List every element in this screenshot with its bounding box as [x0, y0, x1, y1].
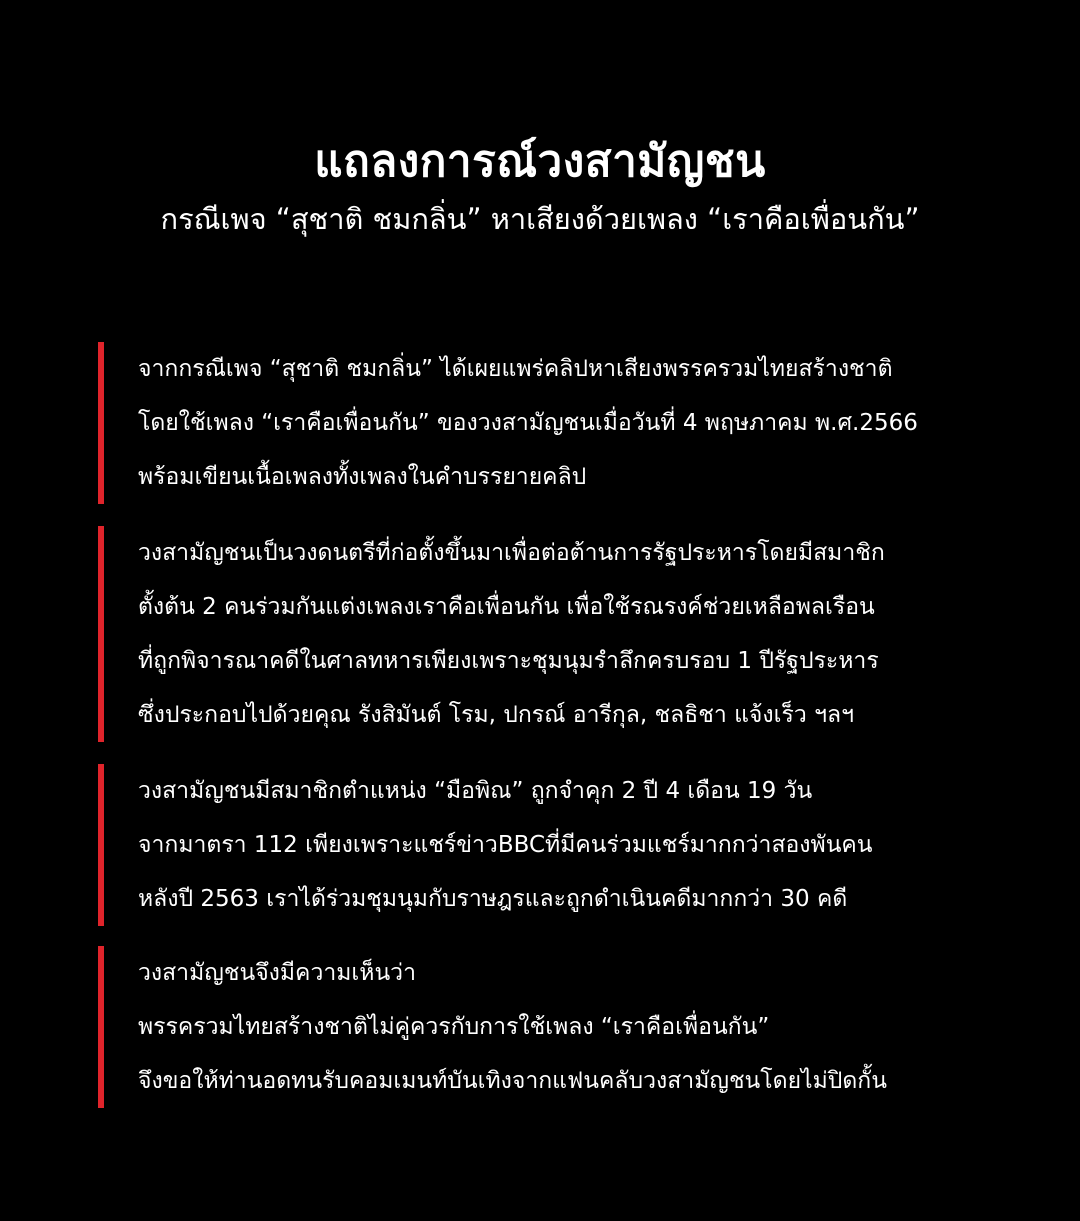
- paragraph-line: วงสามัญชนเป็นวงดนตรีที่ก่อตั้งขึ้นมาเพื่อต่อต้านการรัฐประหารโดยมีสมาชิก: [138, 540, 885, 566]
- paragraph-line: พร้อมเขียนเนื้อเพลงทั้งเพลงในคำบรรยายคลิป: [138, 464, 587, 490]
- paragraph-line: พรรครวมไทยสร้างชาติไม่คู่ควรกับการใช้เพลง “เราคือเพื่อนกัน”: [138, 1014, 770, 1040]
- red-accent-bar: [98, 342, 104, 504]
- paragraph-line: ที่ถูกพิจารณาคดีในศาลทหารเพียงเพราะชุมนุมรำลึกครบรอบ 1 ปีรัฐประหาร: [138, 648, 879, 674]
- paragraph-line: โดยใช้เพลง “เราคือเพื่อนกัน” ของวงสามัญชนเมื่อวันที่ 4 พฤษภาคม พ.ศ.2566: [138, 410, 918, 436]
- paragraph-line: จากกรณีเพจ “สุชาติ ชมกลิ่น” ได้เผยแพร่คลิปหาเสียงพรรครวมไทยสร้างชาติ: [138, 356, 893, 382]
- paragraph-line: วงสามัญชนจึงมีความเห็นว่า: [138, 960, 417, 986]
- paragraph-line: ซึ่งประกอบไปด้วยคุณ รังสิมันต์ โรม, ปกรณ์ อารีกุล, ชลธิชา แจ้งเร็ว ฯลฯ: [138, 702, 854, 728]
- paragraph-line: จากมาตรา 112 เพียงเพราะแชร์ข่าวBBCที่มีคนร่วมแชร์มากกว่าสองพันคน: [138, 832, 873, 858]
- paragraph-line: ตั้งต้น 2 คนร่วมกันแต่งเพลงเราคือเพื่อนกัน เพื่อใช้รณรงค์ช่วยเหลือพลเรือน: [138, 594, 875, 620]
- paragraph-2: [98, 526, 998, 742]
- paragraph-line: วงสามัญชนมีสมาชิกตำแหน่ง “มือพิณ” ถูกจำคุก 2 ปี 4 เดือน 19 วัน: [138, 778, 813, 804]
- statement-title: แถลงการณ์วงสามัญชน: [314, 136, 766, 187]
- red-accent-bar: [98, 526, 104, 742]
- paragraph-1: [98, 342, 998, 504]
- red-accent-bar: [98, 764, 104, 926]
- paragraph-4: [98, 946, 998, 1108]
- paragraph-3: [98, 764, 998, 926]
- red-accent-bar: [98, 946, 104, 1108]
- paragraph-line: จึงขอให้ท่านอดทนรับคอมเมนท์บันเทิงจากแฟนคลับวงสามัญชนโดยไม่ปิดกั้น: [138, 1068, 887, 1094]
- paragraph-line: หลังปี 2563 เราได้ร่วมชุมนุมกับราษฎรและถูกดำเนินคดีมากกว่า 30 คดี: [138, 886, 848, 912]
- statement-subtitle: กรณีเพจ “สุชาติ ชมกลิ่น” หาเสียงด้วยเพลง “เราคือเพื่อนกัน”: [160, 202, 920, 236]
